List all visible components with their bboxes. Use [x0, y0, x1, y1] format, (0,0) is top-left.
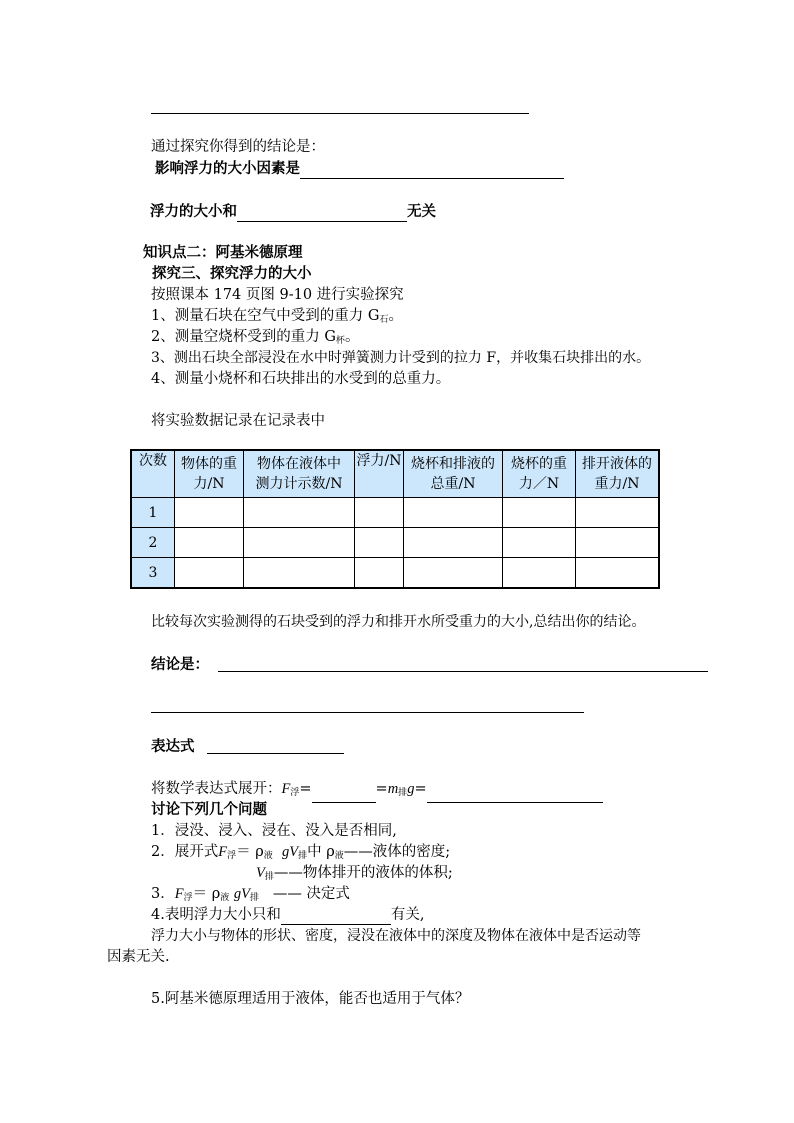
instruction: 按照课本 174 页图 9-10 进行实验探究: [151, 287, 404, 303]
q4-blank[interactable]: [281, 908, 391, 925]
table-cell[interactable]: [576, 528, 660, 558]
q2-end: ——液体的密度;: [343, 844, 451, 860]
conclusion-blank[interactable]: [218, 671, 708, 672]
header-gauge-reading-l2: 测力计示数/N: [255, 476, 343, 492]
table-cell[interactable]: [576, 558, 660, 589]
table-cell[interactable]: [503, 528, 576, 558]
header-object-weight-l2: 力/N: [193, 476, 225, 492]
factor-blank[interactable]: [300, 162, 564, 179]
table-cell[interactable]: [244, 498, 355, 528]
table-cell[interactable]: [355, 528, 404, 558]
step-1-end: 。: [388, 308, 403, 324]
header-gauge-reading: [244, 450, 355, 498]
q3-end: —— 决定式: [272, 886, 350, 902]
row-index: 3: [131, 558, 175, 589]
unrelated-sentence: [150, 202, 436, 222]
table-cell[interactable]: [404, 528, 503, 558]
header-beaker-weight-l1: 烧杯的重: [511, 456, 567, 472]
expression-blank[interactable]: [207, 753, 344, 754]
q3-gv: gV: [233, 886, 250, 902]
expand-f: F: [281, 781, 291, 797]
header-object-weight-l1: 物体的重: [181, 456, 237, 472]
table-row: [131, 498, 659, 528]
header-total-weight-l1: 烧杯和排液的: [411, 456, 495, 472]
q2b-sub: 排: [264, 872, 274, 882]
step-2-end: 。: [344, 329, 360, 345]
q2b-end: ——物体排开的液体的体积;: [273, 865, 453, 881]
question-5: 5.阿基米德原理适用于液体，能否也适用于气体？: [151, 991, 470, 1007]
expand-pre: 将数学表达式展开：: [151, 781, 282, 797]
conclusion-blank-2[interactable]: [151, 712, 584, 713]
q2-rho-sub: 液: [263, 851, 273, 861]
expand-m-sub: 排: [398, 788, 408, 798]
expand-m: m: [387, 781, 399, 797]
q3-f: F: [174, 886, 184, 902]
unrelated-pre: 浮力的大小和: [150, 204, 237, 220]
question-1: 1．浸没、浸入、浸在、没入是否相同,: [151, 823, 397, 839]
conclusion-prompt: 通过探究你得到的结论是：: [151, 139, 325, 155]
table-cell[interactable]: [404, 498, 503, 528]
q2-f-sub: 浮: [227, 851, 237, 861]
q2-gv: gV: [281, 844, 299, 860]
header-buoyancy-text: 浮力/N: [356, 453, 402, 469]
q3-f-sub: 浮: [183, 893, 193, 903]
explore-title: [152, 264, 312, 284]
table-header-row: [131, 450, 659, 498]
step-1-sub: 石: [379, 315, 389, 325]
table-row: [131, 558, 659, 589]
q2-pre: 2．展开式: [151, 844, 219, 860]
step-4: 4、测量小烧杯和石块排出的水受到的总重力。: [151, 371, 451, 387]
step-1-text: 1、测量石块在空气中受到的重力 G: [151, 308, 380, 324]
q4-post: 有关,: [390, 907, 425, 923]
table-cell[interactable]: [175, 528, 244, 558]
header-total-weight: [404, 450, 503, 498]
table-cell[interactable]: [244, 558, 355, 589]
table-cell[interactable]: [576, 498, 660, 528]
table-cell[interactable]: [503, 558, 576, 589]
q4-pre: 4.表明浮力大小只和: [151, 907, 281, 923]
header-count: [131, 450, 175, 498]
compare-text: 比较每次实验测得的石块受到的浮力和排开水所受重力的大小,总结出你的结论。: [151, 614, 646, 630]
step-3: 3、测出石块全部浸没在水中时弹簧测力计受到的拉力 F，并收集石块排出的水。: [151, 350, 651, 366]
header-displaced-weight-l2: 重力/N: [594, 476, 640, 492]
q2-v-sub: 排: [298, 851, 308, 861]
header-displaced-weight-l1: 排开液体的: [582, 456, 652, 472]
header-total-weight-l2: 总重/N: [430, 476, 476, 492]
expand-f-sub: 浮: [290, 788, 300, 798]
question-4: [151, 905, 424, 925]
section-title: 知识点二：阿基米德原理: [143, 245, 303, 261]
table-cell[interactable]: [355, 558, 404, 589]
q2-eq: ＝ ρ: [236, 844, 264, 860]
row-index: 2: [131, 528, 175, 558]
table-cell[interactable]: [503, 498, 576, 528]
step-2-sub: 杯: [335, 336, 345, 346]
expand-eq3: =: [414, 781, 427, 797]
q2b-v: V: [256, 865, 265, 881]
note-line-1: 浮力大小与物体的形状、密度，浸没在液体中的深度及物体在液体中是否运动等: [151, 928, 641, 944]
header-displaced-weight: [576, 450, 660, 498]
expand-blank-1[interactable]: [312, 786, 376, 803]
conclusion-label: 结论是：: [151, 657, 209, 673]
row-index: 1: [131, 498, 175, 528]
unrelated-post: 无关: [407, 204, 436, 220]
factor-label-text: 影响浮力的大小因素是: [155, 161, 300, 177]
record-note: 将实验数据记录在记录表中: [151, 413, 325, 429]
answer-line-top[interactable]: [151, 113, 529, 114]
header-beaker-weight-l2: 力／N: [518, 476, 560, 492]
table-row: [131, 528, 659, 558]
q3-eq: ＝ ρ: [192, 886, 221, 902]
unrelated-blank[interactable]: [237, 205, 407, 222]
q2-f: F: [218, 844, 228, 860]
expand-blank-2[interactable]: [427, 786, 603, 803]
expand-eq2: =: [375, 781, 388, 797]
header-beaker-weight: [503, 450, 576, 498]
record-table: [130, 449, 660, 589]
table-cell[interactable]: [355, 498, 404, 528]
q2-mid-sub: 液: [334, 851, 344, 861]
table-cell[interactable]: [244, 528, 355, 558]
note-line-2: 因素无关.: [107, 949, 170, 965]
q3-pre: 3．: [151, 886, 175, 902]
header-buoyancy: [355, 450, 404, 498]
step-2-text: 2、测量空烧杯受到的重力 G: [151, 329, 336, 345]
q2-mid: 中 ρ: [307, 844, 335, 860]
expand-eq1: =: [299, 781, 312, 797]
header-count-text: 次数: [139, 453, 167, 469]
table-cell[interactable]: [175, 498, 244, 528]
explore-title-text: 探究三、探究浮力的大小: [152, 266, 312, 282]
table-cell[interactable]: [404, 558, 503, 589]
q3-v-sub: 排: [249, 893, 259, 903]
factor-label: [155, 159, 564, 179]
header-object-weight: [175, 450, 244, 498]
expand-g: g: [407, 781, 415, 797]
table-cell[interactable]: [175, 558, 244, 589]
expression-label: 表达式: [151, 739, 195, 755]
discussion-title: 讨论下列几个问题: [151, 802, 267, 818]
header-gauge-reading-l1: 物体在液体中: [257, 456, 341, 472]
q3-rho-sub: 液: [220, 893, 230, 903]
